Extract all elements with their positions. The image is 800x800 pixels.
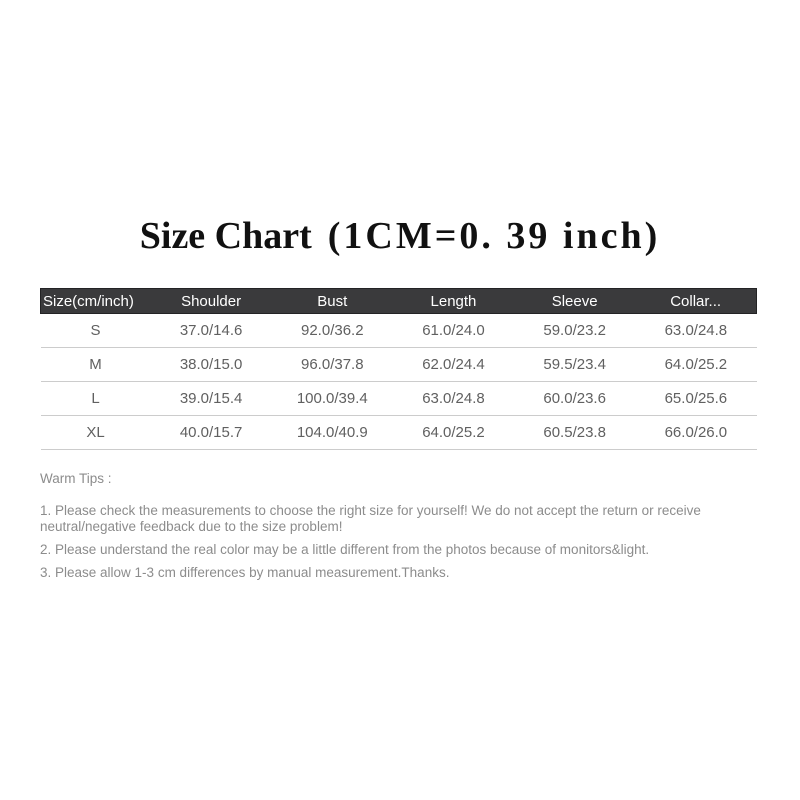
measurement-cell: 61.0/24.0 — [393, 314, 514, 348]
size-table-body — [41, 314, 757, 450]
warm-tip-1: 1. Please check the measurements to choose the right size for yourself! We do not accept the return or receive neutral/negative feedback due to the size problem! — [40, 503, 701, 534]
measurement-cell: 92.0/36.2 — [272, 314, 393, 348]
measurement-cell: 62.0/24.4 — [393, 348, 514, 382]
measurement-cell: 96.0/37.8 — [272, 348, 393, 382]
size-table-row — [41, 382, 757, 416]
warm-tips-heading: Warm Tips : — [40, 471, 112, 486]
size-table-header-cell: Bust — [272, 289, 393, 314]
size-table-header — [41, 289, 757, 314]
measurement-cell: 66.0/26.0 — [635, 416, 756, 450]
measurement-cell: 64.0/25.2 — [635, 348, 756, 382]
warm-tips-section — [40, 471, 758, 588]
measurement-cell: 38.0/15.0 — [151, 348, 272, 382]
size-table-row — [41, 314, 757, 348]
size-table-header-cell: Length — [393, 289, 514, 314]
size-table-header-cell: Shoulder — [151, 289, 272, 314]
size-table — [40, 288, 757, 450]
measurement-cell: 63.0/24.8 — [635, 314, 756, 348]
size-table-header-cell: Collar... — [635, 289, 756, 314]
measurement-cell: 59.0/23.2 — [514, 314, 635, 348]
size-cell: XL — [41, 416, 151, 450]
size-table-row — [41, 348, 757, 382]
page-title — [0, 213, 800, 259]
measurement-cell: 39.0/15.4 — [151, 382, 272, 416]
page-title-main: Size Chart — [139, 215, 312, 257]
measurement-cell: 100.0/39.4 — [272, 382, 393, 416]
size-table-header-cell: Sleeve — [514, 289, 635, 314]
size-cell: S — [41, 314, 151, 348]
measurement-cell: 64.0/25.2 — [393, 416, 514, 450]
size-table-header-row — [41, 289, 757, 314]
size-cell: M — [41, 348, 151, 382]
measurement-cell: 40.0/15.7 — [151, 416, 272, 450]
size-cell: L — [41, 382, 151, 416]
measurement-cell: 59.5/23.4 — [514, 348, 635, 382]
measurement-cell: 60.0/23.6 — [514, 382, 635, 416]
size-table-header-cell: Size(cm/inch) — [41, 289, 151, 314]
page-title-unit-note: (1CM=0. 39 inch) — [327, 215, 661, 257]
warm-tip-3: 3. Please allow 1-3 cm differences by manual measurement.Thanks. — [40, 565, 450, 580]
measurement-cell: 37.0/14.6 — [151, 314, 272, 348]
measurement-cell: 104.0/40.9 — [272, 416, 393, 450]
measurement-cell: 65.0/25.6 — [635, 382, 756, 416]
warm-tip-2: 2. Please understand the real color may be a little different from the photos because of monitors&light. — [40, 542, 650, 557]
measurement-cell: 60.5/23.8 — [514, 416, 635, 450]
measurement-cell: 63.0/24.8 — [393, 382, 514, 416]
size-table-row — [41, 416, 757, 450]
